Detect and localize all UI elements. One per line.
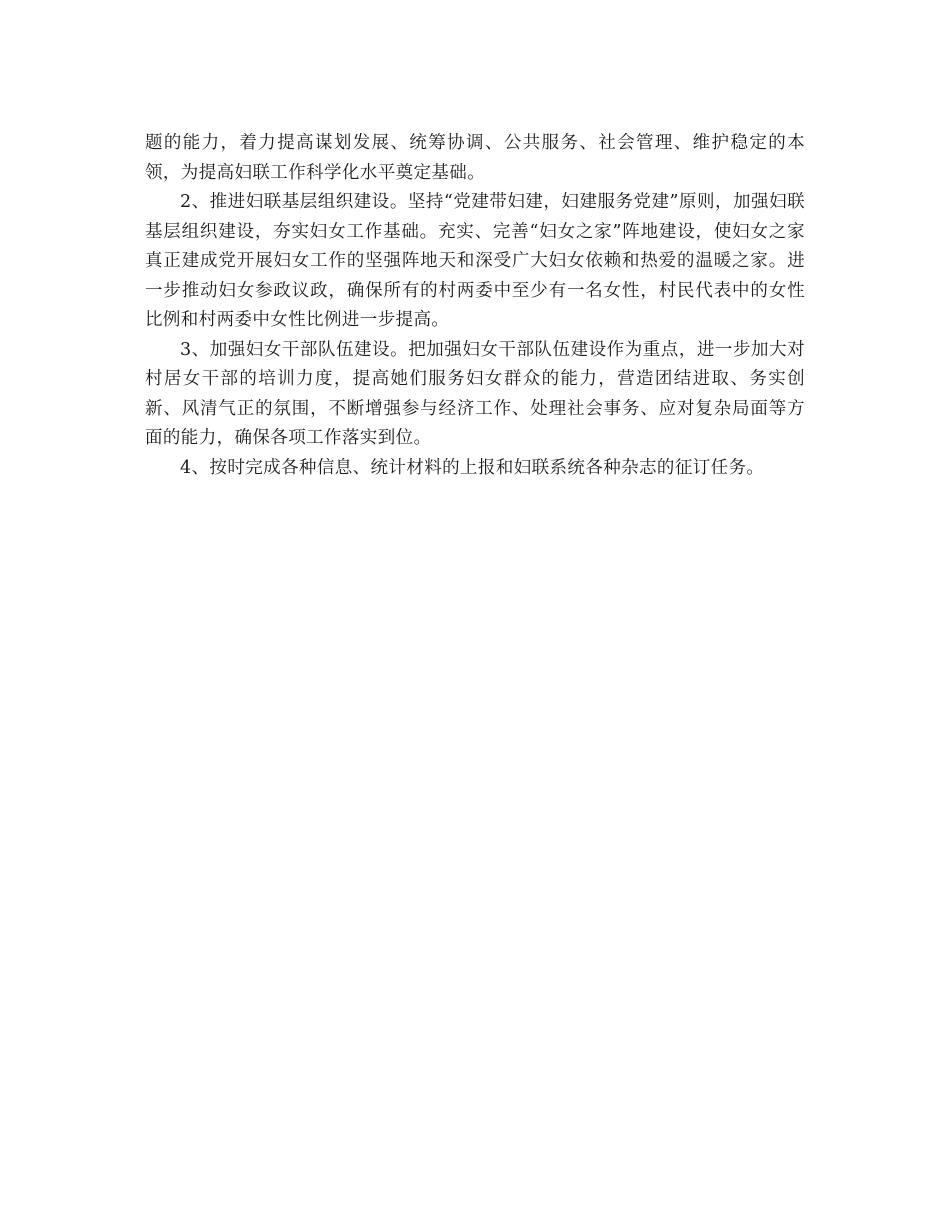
- paragraph-item-3: 3、加强妇女干部队伍建设。把加强妇女干部队伍建设作为重点，进一步加大对村居女干部的培训力度，提高她们服务妇女群众的能力，营造团结进取、务实创新、风清气正的氛围，不断增强参与经济工作、处理社会事务、应对复杂局面等方面的能力，确保各项工作落实到位。: [145, 339, 805, 448]
- paragraph-item-4: 4、按时完成各种信息、统计材料的上报和妇联系统各种杂志的征订任务。: [180, 457, 765, 478]
- document-body: [145, 129, 805, 483]
- paragraph-item-2: 2、推进妇联基层组织建设。坚持“党建带妇建，妇建服务党建”原则，加强妇联基层组织建设，夯实妇女工作基础。充实、完善“妇女之家”阵地建设，使妇女之家真正建成党开展妇女工作的坚强阵地天和深受广大妇女依赖和热爱的温暖之家。进一步推动妇女参政议政，确保所有的村两委中至少有一名女性，村民代表中的女性比例和村两委中女性比例进一步提高。: [145, 192, 805, 330]
- paragraph-continuation: 题的能力，着力提高谋划发展、统筹协调、公共服务、社会管理、维护稳定的本领，为提高妇联工作科学化水平奠定基础。: [145, 133, 805, 183]
